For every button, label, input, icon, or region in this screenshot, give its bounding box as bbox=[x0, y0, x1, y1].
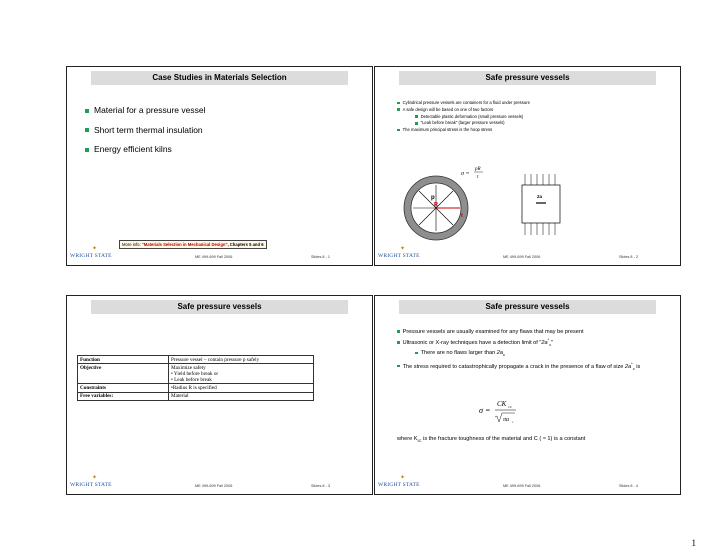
page-number: 1 bbox=[691, 538, 696, 548]
hoop-stress-sigma: σ = bbox=[461, 171, 470, 177]
toughness-note: where $K_{IC}$ is the fracture toughness of the material and C ( ≈ 1) is a constant bbox=[397, 436, 586, 444]
list-item: Ultrasonic or X-ray techniques have a detection limit of "$2a^*_c$" bbox=[397, 336, 659, 349]
slide-1 bbox=[66, 66, 373, 266]
wall-element bbox=[522, 185, 560, 223]
wright-state-logo: ✦ WRIGHT STATE bbox=[378, 475, 420, 488]
table-row bbox=[78, 384, 314, 392]
slide-title: Safe pressure vessels bbox=[399, 71, 656, 85]
table-cell-value: Material bbox=[169, 392, 314, 400]
design-requirements-table bbox=[77, 355, 314, 401]
footer-course: ME 499-699 Fall 2006 bbox=[503, 255, 541, 259]
footer-slide-number: Slides 8 - 2 bbox=[619, 255, 638, 259]
bullet-list bbox=[85, 105, 206, 164]
list-item: Material for a pressure vessel bbox=[85, 105, 206, 115]
fracture-equation bbox=[375, 296, 681, 495]
equation-denominator: πa bbox=[503, 417, 510, 423]
crack-size-label: 2a bbox=[537, 194, 543, 199]
pressure-vessel-diagram bbox=[375, 67, 681, 266]
bullet-icon bbox=[85, 128, 89, 132]
logo-mark-icon: ✦ bbox=[400, 246, 406, 252]
slide-2 bbox=[374, 66, 681, 266]
slide-title: Safe pressure vessels bbox=[399, 300, 656, 314]
list-item: Pressure vessels are usually examined for any flaws that may be present bbox=[397, 328, 659, 336]
table-cell-key: Objective bbox=[78, 364, 169, 384]
list-item: There are no flaws larger than $2a_c$ bbox=[397, 349, 659, 359]
table-cell-key: Function bbox=[78, 356, 169, 364]
table-cell-value: Maximize safety • Yield before break or • Leak before break bbox=[169, 364, 314, 384]
wright-state-logo: ✦ WRIGHT STATE bbox=[70, 246, 112, 259]
table-row bbox=[78, 364, 314, 384]
thickness-label: t bbox=[461, 213, 463, 219]
bullet-icon bbox=[85, 148, 89, 152]
hoop-stress-numerator: pR bbox=[475, 167, 481, 172]
table-cell-value: •Radius R is specified bbox=[169, 384, 314, 392]
radius-label: R bbox=[434, 202, 438, 208]
table-cell-key: Free variables: bbox=[78, 392, 169, 400]
list-item: "Leak before break" (larger pressure vessels) bbox=[397, 120, 530, 127]
table-row bbox=[78, 356, 314, 364]
equation-numerator-subscript: 1C bbox=[508, 405, 513, 409]
equation-numerator: CK bbox=[497, 400, 507, 408]
footer-course: ME 499-699 Fall 2006 bbox=[503, 484, 541, 488]
hoop-stress-denominator: t bbox=[477, 175, 479, 180]
table-cell-key: Constraints bbox=[78, 384, 169, 392]
pressure-label: p bbox=[431, 195, 435, 201]
footer-slide-number: Slides 8 - 4 bbox=[619, 484, 638, 488]
list-item: Cylindrical pressure vessels are containers for a fluid under pressure bbox=[397, 100, 530, 107]
list-item: Energy efficient kilns bbox=[85, 144, 206, 154]
table-row bbox=[78, 392, 314, 400]
equation-denominator-subscript: c bbox=[512, 420, 514, 424]
wright-state-logo: ✦ WRIGHT STATE bbox=[378, 246, 420, 259]
slide-4 bbox=[374, 295, 681, 495]
footer-slide-number: Slides 8 - 1 bbox=[311, 255, 330, 259]
equation-sigma: σ = bbox=[479, 406, 491, 415]
list-item: Short term thermal insulation bbox=[85, 125, 206, 135]
logo-mark-icon: ✦ bbox=[400, 475, 406, 481]
footer-course: ME 499-699 Fall 2006 bbox=[195, 484, 233, 488]
slide-title: Case Studies in Materials Selection bbox=[91, 71, 348, 85]
slide-title: Safe pressure vessels bbox=[91, 300, 348, 314]
logo-mark-icon: ✦ bbox=[92, 475, 98, 481]
wright-state-logo: ✦ WRIGHT STATE bbox=[70, 475, 112, 488]
footer-slide-number: Slides 8 - 3 bbox=[311, 484, 330, 488]
list-item: Detectable plastic deformation (small pressure vessels) bbox=[397, 114, 530, 121]
list-item: A safe design will be based on one of two factors bbox=[397, 107, 530, 114]
bullet-icon bbox=[85, 109, 89, 113]
list-item: The maximum principal stress is the hoop stress bbox=[397, 127, 530, 134]
footer-course: ME 499-699 Fall 2006 bbox=[195, 255, 233, 259]
logo-mark-icon: ✦ bbox=[92, 246, 98, 252]
list-item: The stress required to catastrophically propagate a crack in the presence of a flaw of size $2a^*_c$ is bbox=[397, 360, 659, 373]
more-info-note: More info: "Materials Selection in Mechanical Design", Chapters 5 and 6 bbox=[119, 240, 267, 249]
slide-3 bbox=[66, 295, 373, 495]
table-cell-value: Pressure vessel – contain pressure p safely bbox=[169, 356, 314, 364]
